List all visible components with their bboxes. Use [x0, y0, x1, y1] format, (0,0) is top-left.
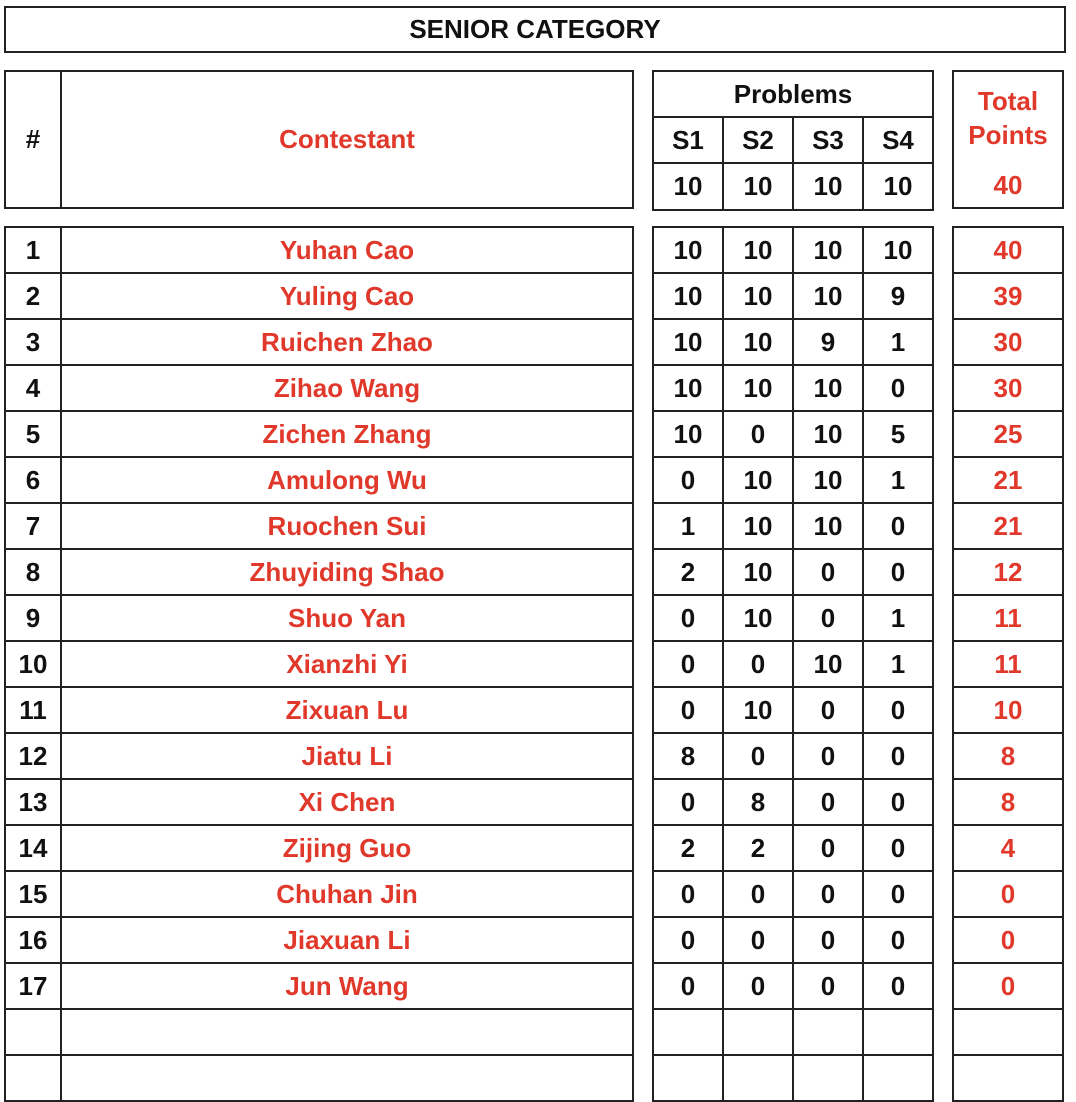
score-cell-s2: 0	[723, 871, 793, 917]
score-cell-s2: 10	[723, 457, 793, 503]
total-points-cell: 8	[953, 779, 1063, 825]
score-cell-s4: 1	[863, 457, 933, 503]
total-row	[953, 365, 1063, 411]
score-cell-s4	[863, 1009, 933, 1055]
score-cell-s2: 10	[723, 595, 793, 641]
contestant-name: Shuo Yan	[61, 595, 633, 641]
contestant-name: Yuhan Cao	[61, 227, 633, 273]
total-row	[953, 503, 1063, 549]
table-row	[5, 687, 633, 733]
score-cell-s4: 0	[863, 963, 933, 1009]
score-cell-s1: 0	[653, 917, 723, 963]
score-cell-s1: 8	[653, 733, 723, 779]
total-points-cell: 40	[953, 227, 1063, 273]
score-cell-s1: 10	[653, 365, 723, 411]
table-row	[5, 503, 633, 549]
total-row	[953, 825, 1063, 871]
score-cell-s4: 0	[863, 779, 933, 825]
header-left-table	[4, 70, 634, 209]
table-row	[5, 273, 633, 319]
table-row	[5, 227, 633, 273]
score-cell-s3: 0	[793, 917, 863, 963]
score-row	[653, 733, 933, 779]
contestant-name: Chuhan Jin	[61, 871, 633, 917]
rank-header: #	[5, 71, 61, 208]
score-cell-s1: 0	[653, 641, 723, 687]
score-cell-s4: 5	[863, 411, 933, 457]
contestant-name: Zhuyiding Shao	[61, 549, 633, 595]
rank-cell: 4	[5, 365, 61, 411]
total-points-cell: 21	[953, 457, 1063, 503]
problem-code-s3: S3	[793, 117, 863, 163]
contestant-name: Zixuan Lu	[61, 687, 633, 733]
rank-cell: 11	[5, 687, 61, 733]
score-cell-s3: 0	[793, 687, 863, 733]
score-cell-s2: 8	[723, 779, 793, 825]
rank-cell: 15	[5, 871, 61, 917]
score-cell-s3: 0	[793, 963, 863, 1009]
score-cell-s4: 1	[863, 319, 933, 365]
totals-table	[952, 226, 1064, 1102]
score-row	[653, 549, 933, 595]
score-cell-s1: 0	[653, 595, 723, 641]
score-cell-s1: 10	[653, 411, 723, 457]
score-cell-s2: 0	[723, 733, 793, 779]
problem-max-s3: 10	[793, 163, 863, 210]
score-cell-s4: 0	[863, 549, 933, 595]
rank-cell	[5, 1009, 61, 1055]
score-cell-s4: 0	[863, 687, 933, 733]
total-row	[953, 917, 1063, 963]
score-row	[653, 319, 933, 365]
total-row	[953, 641, 1063, 687]
score-cell-s3	[793, 1009, 863, 1055]
rank-cell: 6	[5, 457, 61, 503]
table-row	[5, 963, 633, 1009]
contestant-name: Xianzhi Yi	[61, 641, 633, 687]
rank-cell: 10	[5, 641, 61, 687]
score-cell-s2	[723, 1009, 793, 1055]
contestants-table	[4, 226, 634, 1102]
score-row	[653, 641, 933, 687]
score-cell-s1: 0	[653, 687, 723, 733]
contestant-name: Ruichen Zhao	[61, 319, 633, 365]
score-cell-s3: 10	[793, 365, 863, 411]
total-points-cell: 30	[953, 365, 1063, 411]
score-cell-s3: 10	[793, 457, 863, 503]
score-cell-s2: 0	[723, 411, 793, 457]
table-row	[5, 871, 633, 917]
score-cell-s4: 0	[863, 733, 933, 779]
total-header-box	[952, 70, 1064, 209]
score-cell-s1: 10	[653, 227, 723, 273]
score-cell-s4: 0	[863, 917, 933, 963]
rank-cell: 8	[5, 549, 61, 595]
rank-cell: 9	[5, 595, 61, 641]
total-points-cell: 11	[953, 595, 1063, 641]
total-points-cell: 4	[953, 825, 1063, 871]
rank-cell: 3	[5, 319, 61, 365]
problem-max-s2: 10	[723, 163, 793, 210]
scores-table	[652, 226, 934, 1102]
score-cell-s4: 9	[863, 273, 933, 319]
total-max: 40	[993, 170, 1023, 200]
total-header-line2: Points	[968, 120, 1048, 150]
table-row	[5, 917, 633, 963]
total-row	[953, 779, 1063, 825]
score-row	[653, 595, 933, 641]
score-cell-s3: 10	[793, 273, 863, 319]
contestant-name: Zihao Wang	[61, 365, 633, 411]
contestant-name: Yuling Cao	[61, 273, 633, 319]
score-cell-s1: 0	[653, 779, 723, 825]
contestant-name: Xi Chen	[61, 779, 633, 825]
rank-cell: 1	[5, 227, 61, 273]
table-row	[5, 733, 633, 779]
total-points-cell: 11	[953, 641, 1063, 687]
score-row	[653, 779, 933, 825]
score-cell-s1: 10	[653, 273, 723, 319]
total-header-line1: Total	[977, 86, 1039, 116]
score-cell-s3: 0	[793, 549, 863, 595]
table-row	[5, 411, 633, 457]
score-cell-s3: 0	[793, 595, 863, 641]
problem-max-s4: 10	[863, 163, 933, 210]
score-row	[653, 825, 933, 871]
total-points-cell: 0	[953, 917, 1063, 963]
table-row	[5, 779, 633, 825]
score-cell-s4: 1	[863, 595, 933, 641]
rank-cell: 14	[5, 825, 61, 871]
score-cell-s2: 10	[723, 687, 793, 733]
score-cell-s4: 1	[863, 641, 933, 687]
score-cell-s1: 10	[653, 319, 723, 365]
score-cell-s2: 10	[723, 273, 793, 319]
score-cell-s1: 0	[653, 871, 723, 917]
total-points-cell: 0	[953, 963, 1063, 1009]
score-row	[653, 687, 933, 733]
score-cell-s2: 10	[723, 227, 793, 273]
empty-row	[653, 1009, 933, 1055]
total-points-cell: 10	[953, 687, 1063, 733]
total-points-cell: 30	[953, 319, 1063, 365]
contestant-name: Zijing Guo	[61, 825, 633, 871]
total-points-cell: 39	[953, 273, 1063, 319]
score-cell-s3: 10	[793, 641, 863, 687]
total-points-cell: 25	[953, 411, 1063, 457]
rank-cell: 13	[5, 779, 61, 825]
score-cell-s1: 0	[653, 963, 723, 1009]
total-points-cell: 0	[953, 871, 1063, 917]
score-cell-s3: 0	[793, 871, 863, 917]
problem-code-s1: S1	[653, 117, 723, 163]
total-row	[953, 871, 1063, 917]
header-problems-table	[652, 70, 934, 211]
score-cell-s2: 0	[723, 917, 793, 963]
table-row	[5, 457, 633, 503]
score-cell-s3: 0	[793, 825, 863, 871]
rank-cell: 16	[5, 917, 61, 963]
rank-cell: 17	[5, 963, 61, 1009]
score-cell-s3: 9	[793, 319, 863, 365]
total-row	[953, 227, 1063, 273]
score-cell-s3: 0	[793, 733, 863, 779]
contestant-name: Jiaxuan Li	[61, 917, 633, 963]
score-cell-s4: 0	[863, 871, 933, 917]
contestant-name: Ruochen Sui	[61, 503, 633, 549]
score-row	[653, 227, 933, 273]
table-row	[5, 549, 633, 595]
score-row	[653, 917, 933, 963]
score-cell-s2: 2	[723, 825, 793, 871]
table-row	[5, 595, 633, 641]
empty-row	[5, 1009, 633, 1055]
score-cell-s2: 10	[723, 365, 793, 411]
score-cell-s3: 10	[793, 503, 863, 549]
contestant-name: Zichen Zhang	[61, 411, 633, 457]
score-cell-s2: 10	[723, 503, 793, 549]
total-row	[953, 963, 1063, 1009]
score-row	[653, 871, 933, 917]
score-row	[653, 457, 933, 503]
score-row	[653, 503, 933, 549]
score-cell-s1	[653, 1009, 723, 1055]
score-cell-s2: 10	[723, 319, 793, 365]
score-cell-s1: 0	[653, 457, 723, 503]
score-cell-s3: 0	[793, 779, 863, 825]
score-cell-s3: 10	[793, 227, 863, 273]
problems-header: Problems	[653, 71, 933, 117]
score-cell-s2: 10	[723, 549, 793, 595]
score-cell-s2: 0	[723, 963, 793, 1009]
total-row	[953, 595, 1063, 641]
score-row	[653, 365, 933, 411]
score-cell-s1: 2	[653, 549, 723, 595]
rank-cell: 5	[5, 411, 61, 457]
table-row	[5, 365, 633, 411]
table-row	[5, 825, 633, 871]
table-row	[5, 641, 633, 687]
score-cell-s2: 0	[723, 641, 793, 687]
score-cell-s4: 0	[863, 825, 933, 871]
rank-cell: 7	[5, 503, 61, 549]
score-cell-s1: 2	[653, 825, 723, 871]
total-points-cell: 12	[953, 549, 1063, 595]
score-row	[653, 411, 933, 457]
problem-code-s2: S2	[723, 117, 793, 163]
score-cell-s4: 0	[863, 503, 933, 549]
contestant-name: Jun Wang	[61, 963, 633, 1009]
score-cell-s4: 0	[863, 365, 933, 411]
contestant-name	[61, 1009, 633, 1055]
rank-cell: 12	[5, 733, 61, 779]
total-points-cell: 8	[953, 733, 1063, 779]
total-row	[953, 319, 1063, 365]
score-row	[653, 963, 933, 1009]
total-row	[953, 687, 1063, 733]
total-row	[953, 457, 1063, 503]
score-row	[653, 273, 933, 319]
total-points-cell	[953, 1009, 1063, 1055]
total-row	[953, 273, 1063, 319]
rank-cell: 2	[5, 273, 61, 319]
contestant-name: Amulong Wu	[61, 457, 633, 503]
contestant-name: Jiatu Li	[61, 733, 633, 779]
total-row	[953, 549, 1063, 595]
total-row	[953, 411, 1063, 457]
score-cell-s1: 1	[653, 503, 723, 549]
score-cell-s3: 10	[793, 411, 863, 457]
total-row	[953, 733, 1063, 779]
table-row	[5, 319, 633, 365]
problem-max-s1: 10	[653, 163, 723, 210]
category-title: SENIOR CATEGORY	[4, 6, 1066, 53]
contestant-header: Contestant	[61, 71, 633, 208]
score-cell-s4: 10	[863, 227, 933, 273]
problem-code-s4: S4	[863, 117, 933, 163]
total-points-cell: 21	[953, 503, 1063, 549]
empty-row	[953, 1009, 1063, 1055]
